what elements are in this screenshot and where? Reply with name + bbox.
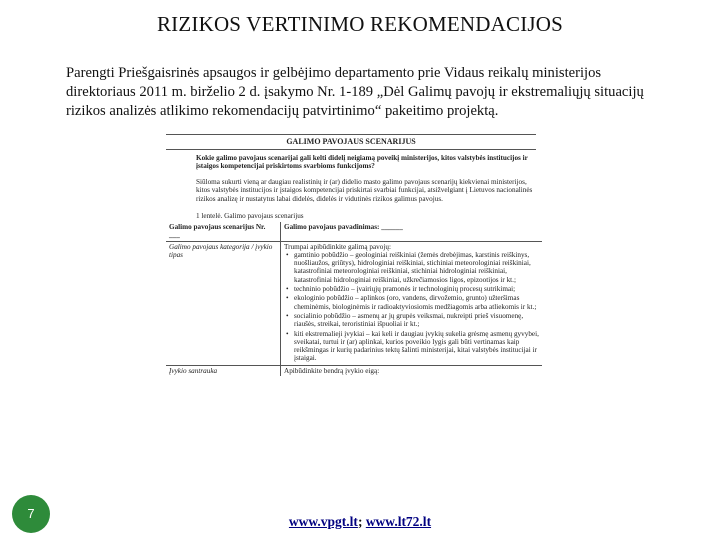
list-item: • kiti ekstremalieji įvykiai – kai keli ir daugiau įvykių sukelia grėsmę asmenų gyvybei, sveikatai, turtui ir (ar) aplinkai, kurios poveikio lygis gali būti vertinamas kaip reikšmingas ir kurių padarinius tektų šalinti ministerijai, kitai valstybės institucijai ir įstaigai. xyxy=(294,330,539,363)
table-row xyxy=(166,365,542,376)
col2-header: Galimo pavojaus pavadinimas: ______ xyxy=(281,222,543,241)
category-cell: Galimo pavojaus kategorija / įvykio tipas xyxy=(166,241,281,365)
table-caption: 1 lentelė. Galimo pavojaus scenarijus xyxy=(196,212,304,220)
footer-link-vpgt[interactable]: www.vpgt.lt xyxy=(288,514,358,529)
slide-title: RIZIKOS VERTINIMO REKOMENDACIJOS xyxy=(156,12,564,36)
page-number-badge: 7 xyxy=(12,495,50,533)
summary-value: Apibūdinkite bendrą įvykio eigą: xyxy=(281,365,543,376)
description-intro: Trumpai apibūdinkite galimą pavojų: xyxy=(284,242,391,251)
list-item: • gamtinio pobūdžio – geologiniai reiškiniai (žemės drebėjimas, karstinis reiškinys, nuošliaužos, griūtys), hidrologiniai reiškiniai, stichiniai meteorologiniai reiškiniai, katastrofiniai meteorologiniai reiškiniai, stichiniai hidrologiniai reiškiniai, katastrofiniai hidrologiniai reiškiniai, užkrečiamosios ligos, epizootijos ir kt.; xyxy=(294,251,539,284)
footer-links xyxy=(0,514,720,530)
table-header-row xyxy=(166,222,542,241)
document-header: GALIMO PAVOJAUS SCENARIJUS xyxy=(166,134,536,150)
list-item: • ekologinio pobūdžio – aplinkos (oro, vandens, dirvožemio, grunto) užteršimas cheminėmis, biologinėmis ir radioaktyviosiomis medžiagomis arba atliekomis ir kt.; xyxy=(294,294,539,311)
list-item: • techninio pobūdžio – įvairiųjų pramonės ir technologinių procesų sutrikimai; xyxy=(294,285,539,293)
document-question: Kokie galimo pavojaus scenarijai gali kelti didelį neigiamą poveikį ministerijos, kitos valstybės institucijos ir įstaigos kompetencijai priskirtoms svarbioms funkcijoms? xyxy=(196,154,528,171)
summary-label: Įvykio santrauka xyxy=(166,365,281,376)
document-description: Siūloma sukurti vieną ar daugiau realistinių ir (ar) didelio masto galimo pavojaus scenarijų kiekvienai ministerijos, kitos valstybės institucijos ir įstaigos kompetencijai priskirtai svarbiai funkcijai, atsižvelgiant į Lietuvos nacionalinės rizikos analizę ir nustatytus labai didelės, didelės ir vidutinės rizikos galimus pavojus. xyxy=(196,178,533,203)
scanned-document xyxy=(166,134,539,479)
table-row xyxy=(166,241,542,365)
scenario-table xyxy=(166,222,542,376)
description-cell xyxy=(281,241,543,365)
col1-header: Galimo pavojaus scenarijus Nr. ___ xyxy=(166,222,281,241)
hazard-list xyxy=(284,251,539,363)
list-item: • socialinio pobūdžio – asmenų ar jų grupės veiksmai, nukreipti prieš visuomenę, riaušės, streikai, teroristiniai išpuoliai ir kt.; xyxy=(294,312,539,329)
intro-paragraph: Parengti Priešgaisrinės apsaugos ir gelbėjimo departamento prie Vidaus reikalų ministerijos direktoriaus 2011 m. birželio 2 d. įsakymo Nr. 1-189 „Dėl Galimų pavojų ir ekstremaliųjų situacijų rizikos analizės atlikimo rekomendacijų patvirtinimo“ pakeitimo projektą. xyxy=(66,65,644,119)
footer-link-lt72[interactable]: www.lt72.lt xyxy=(365,514,432,529)
footer-separator: ; xyxy=(357,514,366,529)
